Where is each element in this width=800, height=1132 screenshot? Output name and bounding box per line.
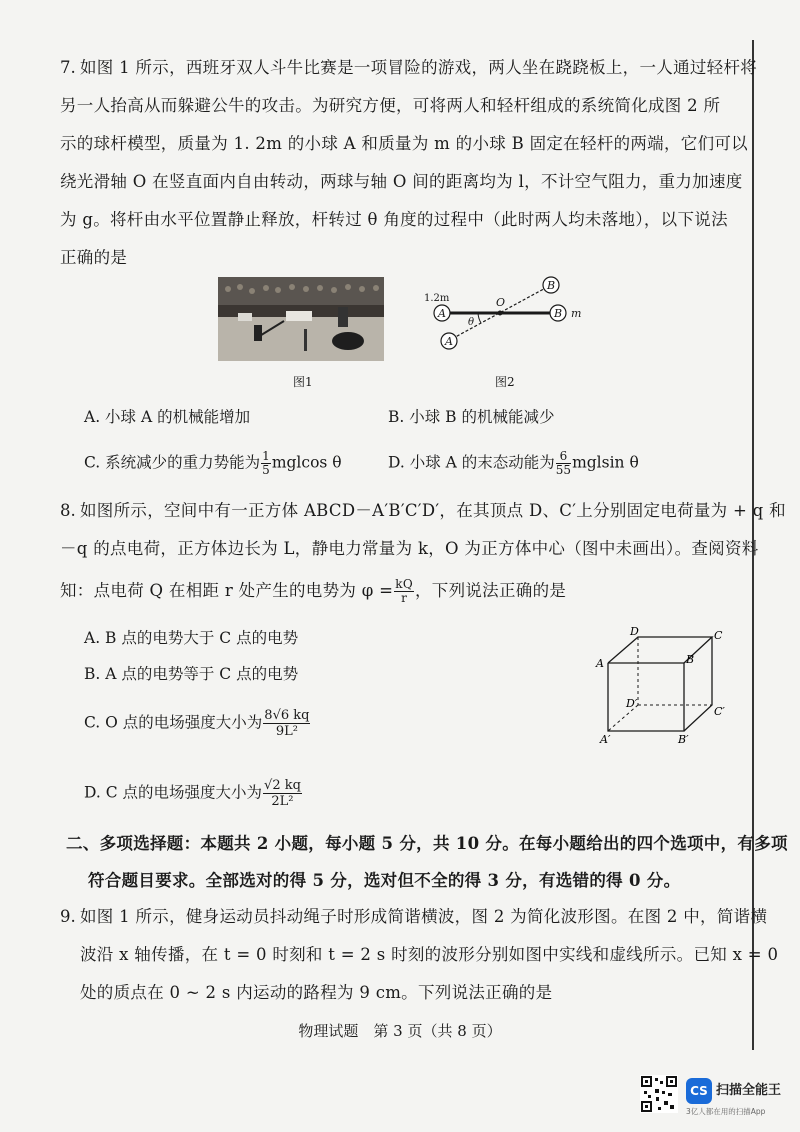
section2-heading-line-1: 二、多项选择题：本题共 2 小题，每小题 5 分，共 10 分。在每小题给出的四个选项中，有多项 [66, 834, 788, 853]
q8-line-3: 知：点电荷 Q 在相距 r 处产生的电势为 φ = $\frac{kQ}{r}$ ，下列说法正确的是 [60, 577, 567, 605]
q8-line-1: 如图所示，空间中有一正方体 ABCD－A′B′C′D′，在其顶点 D、C′上分别固定电荷量为 + q 和 [80, 501, 786, 520]
svg-text:A: A [596, 657, 604, 670]
q8-option-b[interactable]: B. A 点的电势等于 C 点的电势 [84, 665, 299, 683]
q7-number: 7. [60, 58, 76, 77]
svg-text:B: B [546, 279, 556, 292]
section2-heading-line-2: 符合题目要求。全部选对的得 5 分，选对但不全的得 3 分，有选错的得 0 分。 [88, 871, 681, 890]
svg-text:m: m [571, 307, 582, 320]
svg-text:B′: B′ [678, 733, 689, 745]
q9-line-3: 处的质点在 0 ~ 2 s 内运动的路程为 9 cm。下列说法正确的是 [80, 983, 553, 1002]
fig2-caption: 图2 [495, 375, 515, 389]
q9-line-1: 如图 1 所示，健身运动员抖动绳子时形成简谐横波，图 2 为简化波形图。在图 2 中，简谐横 [80, 907, 768, 926]
svg-text:C: C [714, 629, 723, 642]
q8-d-fraction: $\frac{√2 kq}{\text{2L²}}$ [264, 778, 301, 809]
svg-text:C′: C′ [714, 705, 725, 718]
svg-text:D′: D′ [626, 697, 638, 710]
camscanner-tagline: 3亿人都在用的扫描App [686, 1107, 766, 1116]
camscanner-brand: 扫描全能王 [716, 1083, 782, 1098]
rod-model-figure [420, 275, 590, 360]
q7-line-5: 为 g。将杆由水平位置静止释放，杆转过 θ 角度的过程中（此时两人均未落地），以下说法 [60, 210, 728, 229]
svg-text:θ: θ [468, 317, 475, 328]
q7-option-b[interactable]: B. 小球 B 的机械能减少 [388, 408, 555, 426]
q8-option-a[interactable]: A. B 点的电势大于 C 点的电势 [84, 629, 299, 647]
cube-figure [592, 625, 732, 745]
q8-option-c[interactable]: C. O 点的电场强度大小为 $\frac{8√6 kq}{\text{9L²}}$ [84, 708, 310, 739]
q9-line-2: 波沿 x 轴传播，在 t = 0 时刻和 t = 2 s 时刻的波形分别如图中实线和虚线所示。已知 x = 0 [80, 945, 779, 964]
q7-line-1: 如图 1 所示，西班牙双人斗牛比赛是一项冒险的游戏，两人坐在跷跷板上，一人通过轻杆将 [80, 58, 758, 77]
svg-text:A: A [438, 307, 446, 320]
q9-number: 9. [60, 907, 76, 926]
svg-text:O: O [496, 296, 506, 309]
q7-line-6: 正确的是 [60, 248, 128, 267]
page-footer: 物理试题 第 3 页（共 8 页） [298, 1022, 502, 1040]
qr-code-icon [640, 1075, 678, 1113]
q8-option-d[interactable]: D. C 点的电场强度大小为 $\frac{√2 kq}{\text{2L²}}$ [84, 778, 301, 809]
svg-text:A: A [445, 335, 453, 348]
q8-potential-fraction: $\frac{kQ}{r}$ [395, 577, 413, 605]
camscanner-logo-icon: CS [686, 1078, 712, 1104]
svg-text:A′: A′ [600, 733, 611, 745]
q8-number: 8. [60, 501, 76, 520]
svg-text:1.2m: 1.2m [424, 293, 450, 304]
q7-d-fraction: $\frac{6}{55}$ [555, 449, 572, 477]
svg-text:B: B [553, 307, 563, 320]
q7-line-3: 示的球杆模型，质量为 1. 2m 的小球 A 和质量为 m 的小球 B 固定在轻杆的两端，它们可以 [60, 134, 748, 153]
fig1-caption: 图1 [293, 375, 313, 389]
q7-option-a[interactable]: A. 小球 A 的机械能增加 [84, 408, 251, 426]
q7-c-fraction: $\frac{1}{5}$ [262, 449, 270, 477]
svg-text:B: B [686, 653, 695, 666]
bullfight-photo [218, 277, 384, 361]
q8-line-2: －q 的点电荷，正方体边长为 L，静电力常量为 k，O 为正方体中心（图中未画出）。查阅资料 [60, 539, 759, 558]
pivot-o [498, 311, 503, 316]
q7-option-d[interactable]: D. 小球 A 的末态动能为 $\frac{6}{55}$ mglsin θ [388, 449, 639, 477]
q7-line-2: 另一人抬高从而躲避公牛的攻击。为研究方便，可将两人和轻杆组成的系统简化成图 2 所 [60, 96, 721, 115]
q7-line-4: 绕光滑轴 O 在竖直面内自由转动，两球与轴 O 间的距离均为 l，不计空气阻力，重力加速度 [60, 172, 743, 191]
q7-option-c[interactable]: C. 系统减少的重力势能为 $\frac{1}{5}$ mglcos θ [84, 449, 342, 477]
svg-text:D: D [630, 625, 639, 638]
q8-c-fraction: $\frac{8√6 kq}{\text{9L²}}$ [264, 708, 310, 739]
